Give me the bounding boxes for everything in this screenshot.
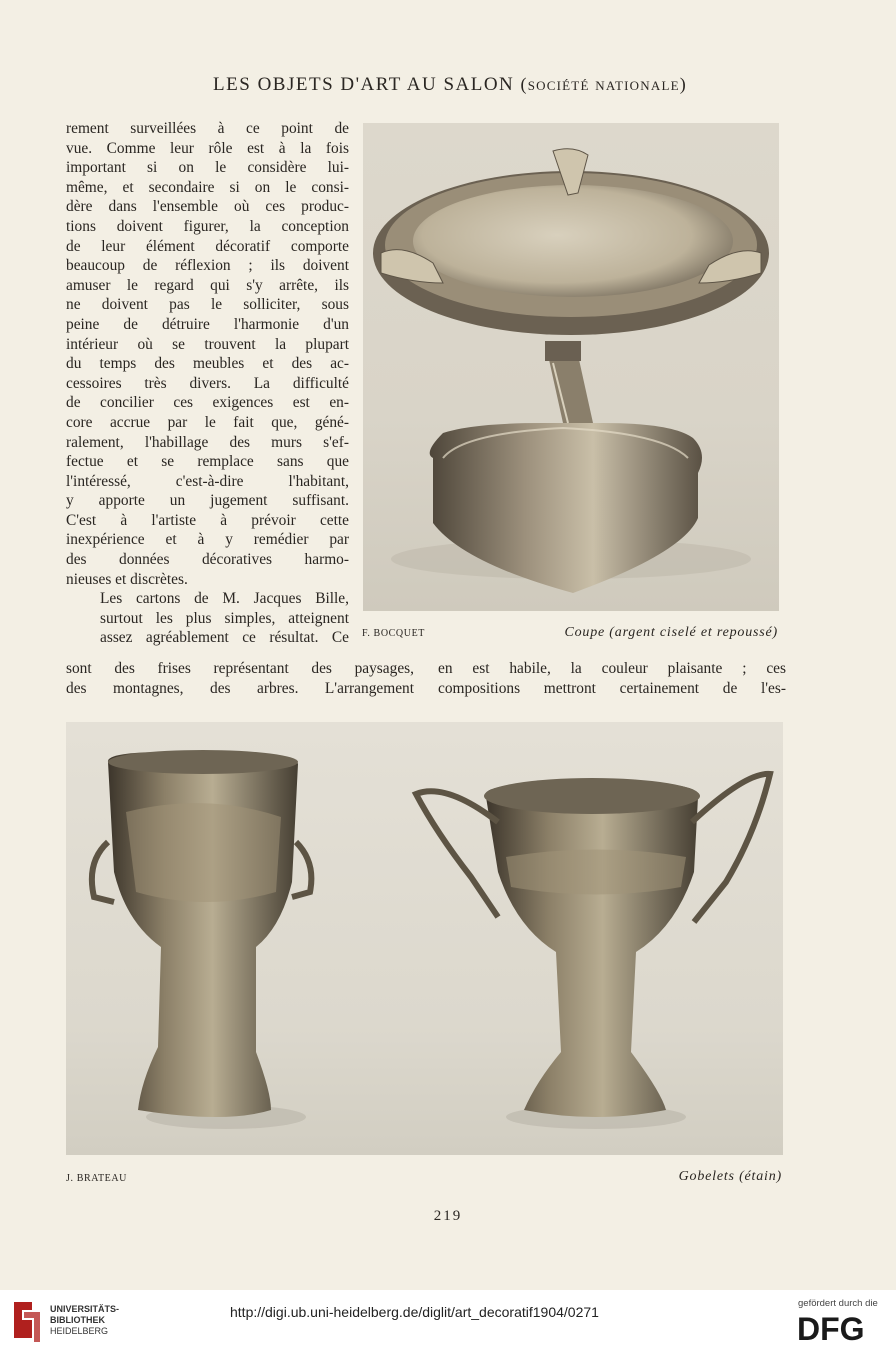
- library-name-line-1: UNIVERSITÄTS-: [50, 1304, 120, 1314]
- text-line: important si on le considère lui-: [66, 159, 349, 177]
- text-line: dère dans l'ensemble où ces produc-: [66, 198, 349, 216]
- text-line: des données décoratives harmo-: [66, 551, 349, 569]
- text-line: Les cartons de M. Jacques Bille,: [100, 590, 349, 608]
- paragraph-1: [66, 119, 349, 589]
- text-line: l'intéressé, c'est-à-dire l'habitant,: [66, 472, 349, 490]
- wide-right-line-1: en est habile, la couleur plaisante ; ces: [438, 660, 786, 677]
- paragraph-2: [66, 589, 349, 648]
- text-line: amuser le regard qui s'y arrête, ils: [66, 276, 349, 294]
- text-line: cessoires très divers. La difficulté: [66, 374, 349, 392]
- running-header: [60, 74, 840, 96]
- page-number: 219: [433, 1208, 463, 1224]
- wide-text-left: [66, 659, 414, 698]
- text-line: tions doivent figurer, la conception: [66, 217, 349, 235]
- library-name: [50, 1304, 119, 1337]
- text-line: rement surveillées à ce point de: [66, 120, 349, 137]
- text-line: ralement, l'habillage des murs s'ef-: [66, 433, 349, 451]
- source-url-link[interactable]: http://digi.ub.uni-heidelberg.de/diglit/art_decoratif1904/0271: [230, 1304, 599, 1320]
- text-line: assez agréablement ce résultat. Ce: [100, 629, 349, 647]
- photo-coupe: [363, 123, 779, 611]
- figure1-caption: Coupe (argent ciselé et repoussé): [564, 625, 778, 640]
- gobelets-illustration: [66, 722, 783, 1155]
- university-library-logo-icon: [10, 1298, 44, 1342]
- figure2-artist: J. BRATEAU: [66, 1173, 128, 1184]
- wide-left-line-2: des montagnes, des arbres. L'arrangement: [66, 679, 414, 697]
- text-line: core accrue par le fait que, géné-: [66, 413, 349, 431]
- left-column-text: [66, 119, 349, 648]
- coupe-illustration: [363, 123, 779, 611]
- wide-text-right: [438, 659, 786, 698]
- text-line: vue. Comme leur rôle est à la fois: [66, 139, 349, 157]
- text-line: fectue et se remplace sans que: [66, 453, 349, 471]
- figure1-artist: F. BOCQUET: [362, 628, 425, 639]
- header-title: LES OBJETS D'ART AU SALON: [213, 74, 515, 95]
- text-line: de leur élément décoratif comporte: [66, 237, 349, 255]
- text-line: surtout les plus simples, atteignent: [100, 609, 349, 627]
- text-line: inexpérience et à y remédier par: [66, 531, 349, 549]
- figure2-caption: Gobelets (étain): [678, 1169, 782, 1184]
- photo-gobelets: [66, 722, 783, 1155]
- text-line: nieuses et discrètes.: [66, 570, 188, 588]
- funding-label: gefördert durch die: [798, 1298, 878, 1309]
- text-line: ne doivent pas le solliciter, sous: [66, 296, 349, 314]
- dfg-logo-text: DFG: [797, 1311, 865, 1346]
- text-line: beaucoup de réflexion ; ils doivent: [66, 257, 349, 275]
- digitization-footer: [0, 1290, 896, 1353]
- wide-right-line-2: compositions mettront certainement de l'es-: [438, 679, 786, 697]
- text-line: C'est à l'artiste à prévoir cette: [66, 511, 349, 529]
- text-line: du temps des meubles et des ac-: [66, 355, 349, 373]
- text-line: de concilier ces exigences est en-: [66, 394, 349, 412]
- text-line: y apporte un jugement suffisant.: [66, 492, 349, 510]
- dfg-logo-icon: [797, 1310, 887, 1346]
- wide-left-line-1: sont des frises représentant des paysages,: [66, 660, 414, 677]
- text-line: peine de détruire l'harmonie d'un: [66, 315, 349, 333]
- header-subtitle: (société nationale): [520, 74, 687, 94]
- library-name-line-2: BIBLIOTHEK: [50, 1315, 105, 1325]
- text-line: intérieur où se trouvent la plupart: [66, 335, 349, 353]
- text-line: même, et secondaire si on le consi-: [66, 178, 349, 196]
- library-name-line-3: HEIDELBERG: [50, 1326, 109, 1336]
